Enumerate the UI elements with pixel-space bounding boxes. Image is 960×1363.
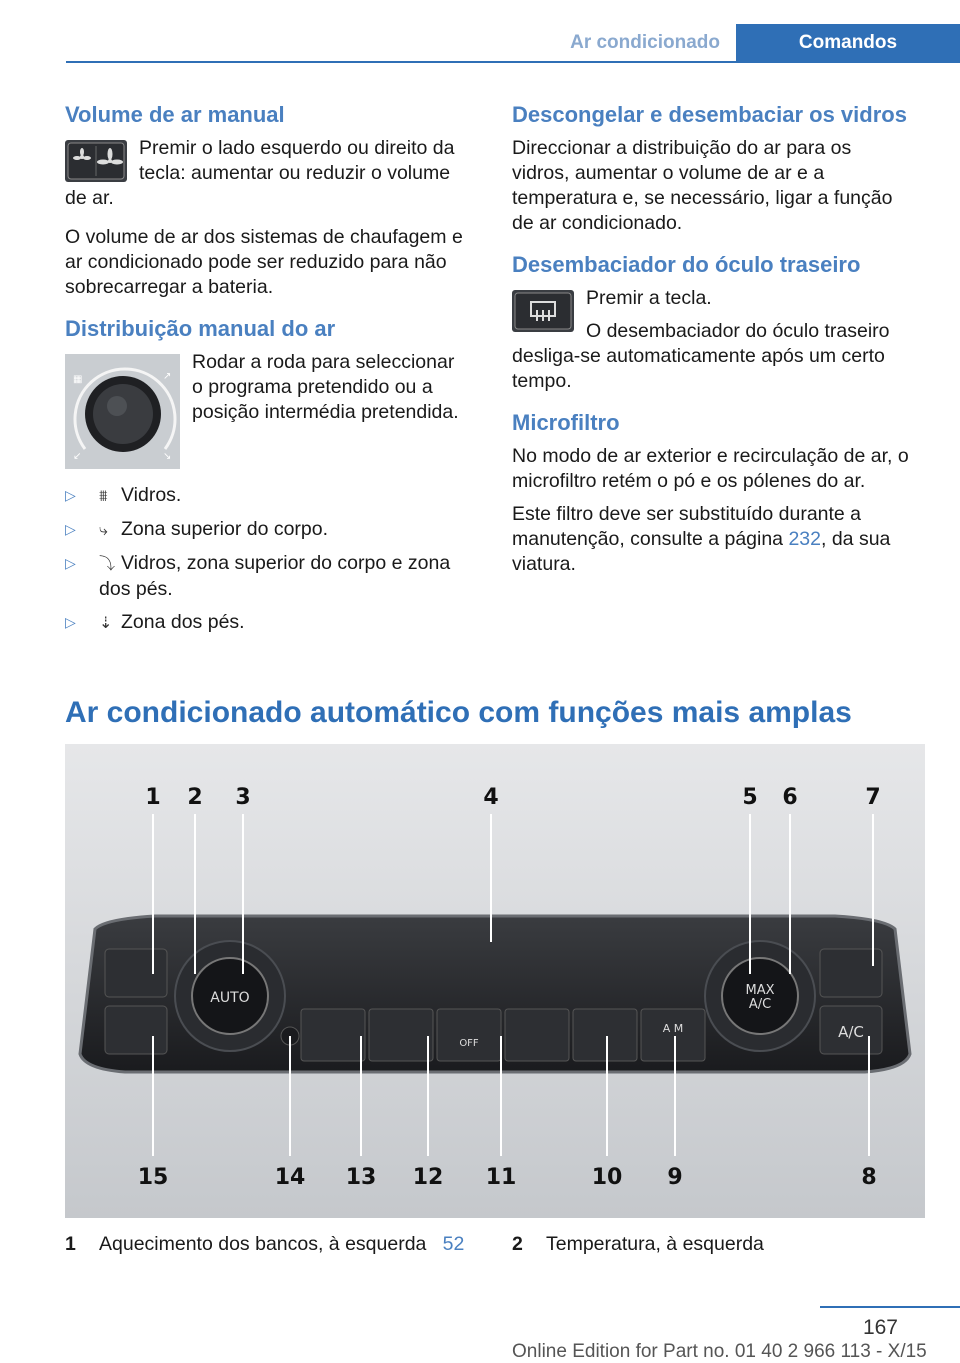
- svg-text:↙: ↙: [73, 451, 82, 462]
- heading-microfilter: Microfiltro: [512, 410, 620, 435]
- paragraph-volume-reduce: O volume de ar dos sistemas de chaufagem e ar condicionado pode ser reduzido para não sobrecarregar a bateria.: [65, 226, 463, 298]
- callout-3: 3: [235, 785, 251, 810]
- off-key-label[interactable]: OFF: [459, 1038, 479, 1049]
- paragraph-defrost: Direccionar a distribuição do ar para os vidros, aumentar o volume de ar e a temperatura e, se necessário, ligar a função de ar condicionado.: [512, 137, 893, 234]
- max-knob-label[interactable]: MAX: [745, 983, 775, 998]
- left-column: [65, 100, 465, 644]
- header-rule: [66, 61, 960, 63]
- windscreen-icon: ⩩: [99, 488, 108, 505]
- windows-body-feet-icon: ⤵: [99, 556, 116, 573]
- bullet-triangle-icon: ▷: [65, 521, 76, 537]
- list-item: ▷ ⩩ Vidros.: [65, 483, 465, 509]
- heading-rear-defroster: Desembaciador do óculo traseiro: [512, 252, 861, 277]
- callout-15: 15: [137, 1165, 169, 1190]
- header-tab[interactable]: Comandos: [736, 24, 960, 62]
- page-link[interactable]: 52: [442, 1233, 465, 1255]
- paragraph-volume-key: Premir o lado esquerdo ou direito da tecla: aumentar ou reduzir o volume de ar.: [65, 137, 455, 209]
- callout-6: 6: [782, 785, 798, 810]
- callout-11: 11: [485, 1165, 517, 1190]
- footer-edition: Online Edition for Part no. 01 40 2 966 113 - X/15: [512, 1341, 927, 1362]
- callout-13: 13: [345, 1165, 377, 1190]
- callout-1: 1: [145, 785, 161, 810]
- callout-2: 2: [187, 785, 203, 810]
- svg-text:↘: ↘: [163, 451, 172, 462]
- max-knob-sub-label[interactable]: A/C: [748, 997, 772, 1012]
- list-item: ▷ ⤷ Zona superior do corpo.: [65, 517, 465, 543]
- svg-text:▦: ▦: [73, 374, 83, 385]
- legend-item-1: 1 Aquecimento dos bancos, à esquerda 52: [65, 1233, 465, 1255]
- svg-text:↗: ↗: [163, 371, 172, 382]
- list-item: ▷ ⇣ Zona dos pés.: [65, 610, 465, 636]
- distribution-wheel-icon: [65, 354, 180, 469]
- callout-5: 5: [742, 785, 758, 810]
- climate-panel-photo: [65, 744, 925, 1218]
- distribution-list: [65, 483, 465, 636]
- feet-icon: ⇣: [99, 615, 113, 632]
- callout-8: 8: [861, 1165, 877, 1190]
- callout-4: 4: [483, 785, 499, 810]
- am-key-label[interactable]: A M: [662, 1022, 684, 1035]
- bullet-triangle-icon: ▷: [65, 614, 76, 630]
- paragraph-rear-auto-off: O desembaciador do óculo traseiro desliga-se automaticamente após um certo tempo.: [512, 320, 890, 392]
- header-section[interactable]: Ar condicionado: [570, 32, 720, 53]
- auto-knob-label[interactable]: AUTO: [210, 990, 250, 1006]
- upper-body-icon: ⤷: [99, 522, 108, 539]
- paragraph-filter-service: Este filtro deve ser substituído durante a manutenção, consulte a página 232, da sua viatura.: [512, 503, 891, 575]
- heading-defrost: Descongelar e desembaciar os vidros: [512, 102, 907, 127]
- callout-10: 10: [591, 1165, 623, 1190]
- section-title: Ar condicionado automático com funções mais amplas: [65, 696, 852, 729]
- list-item: ▷ ⤵ Vidros, zona superior do corpo e zona dos pés.: [65, 552, 451, 600]
- bullet-triangle-icon: ▷: [65, 487, 76, 503]
- bullet-triangle-icon: ▷: [65, 555, 76, 571]
- rear-defrost-key-icon: [512, 290, 574, 332]
- ac-key-label[interactable]: A/C: [838, 1023, 864, 1041]
- paragraph-microfilter: No modo de ar exterior e recirculação de ar, o microfiltro retém o pó e os pólenes do ar.: [512, 445, 909, 492]
- paragraph-press-key: Premir a tecla.: [586, 287, 712, 309]
- footer-rule: [820, 1306, 960, 1308]
- callout-7: 7: [865, 785, 881, 810]
- callout-12: 12: [412, 1165, 444, 1190]
- legend-item-2: 2 Temperatura, à esquerda: [512, 1233, 764, 1255]
- heading-manual-volume: Volume de ar manual: [65, 102, 285, 127]
- page-link[interactable]: 232: [788, 528, 821, 550]
- paragraph-wheel: Rodar a roda para seleccionar o programa pretendido ou a posição intermédia pretendida.: [192, 351, 459, 423]
- heading-air-distribution: Distribuição manual do ar: [65, 316, 336, 341]
- right-column: [512, 100, 912, 577]
- page-number: 167: [862, 1316, 898, 1339]
- callout-14: 14: [274, 1165, 306, 1190]
- callout-9: 9: [667, 1165, 683, 1190]
- fan-key-icon: [65, 140, 127, 182]
- page-header: [0, 0, 960, 62]
